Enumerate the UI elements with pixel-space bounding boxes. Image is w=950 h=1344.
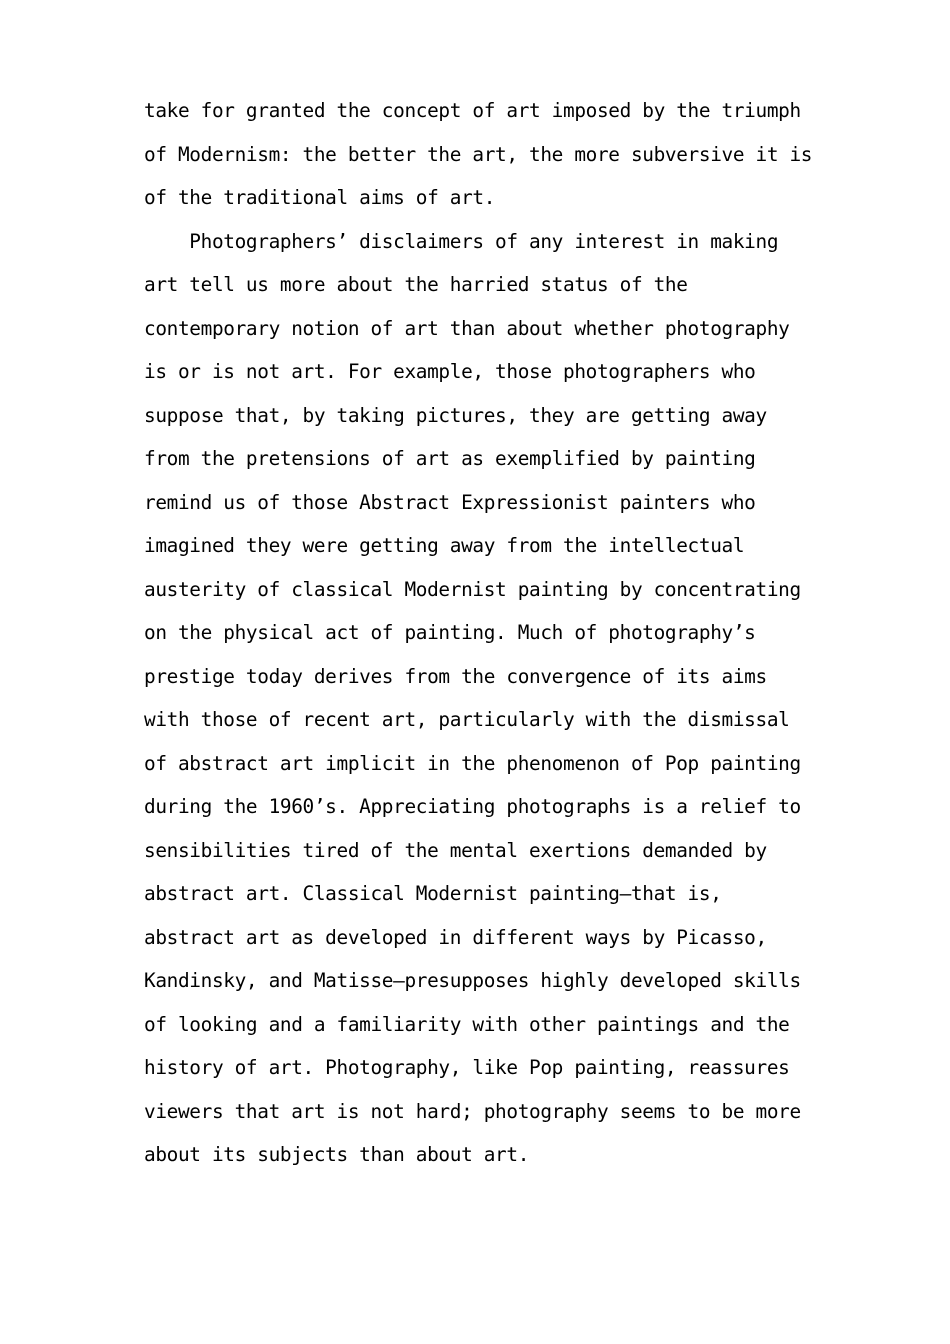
text-line: of the traditional aims of art. [144,186,496,209]
text-line: of looking and a familiarity with other paintings and the [144,1012,790,1036]
text-line: sensibilities tired of the mental exertions demanded by [144,838,767,862]
paragraph-first-line: Photographers’ disclaimers of any interest in making [144,229,779,253]
text-line: from the pretensions of art as exemplified by painting [144,447,756,470]
text-line: abstract art. Classical Modernist painting—that is, [144,882,722,905]
text-line: with those of recent art, particularly with the dismissal [144,708,790,731]
text-line: abstract art as developed in different ways by Picasso, [144,925,767,949]
text-line: of abstract art implicit in the phenomenon of Pop painting [144,751,801,775]
text-line: of Modernism: the better the art, the more subversive it is [144,142,813,166]
text-line: viewers that art is not hard; photography seems to be more [144,1099,801,1123]
text-line: imagined they were getting away from the intellectual [144,534,745,557]
text-line: suppose that, by taking pictures, they are getting away [144,403,767,427]
text-line: prestige today derives from the convergence of its aims [144,664,767,688]
text-line: is or is not art. For example, those photographers who [144,360,756,383]
text-line: contemporary notion of art than about whether photography [144,316,790,340]
text-line: take for granted the concept of art imposed by the triumph [144,99,801,122]
body-text [144,89,834,1177]
text-line: austerity of classical Modernist painting by concentrating [144,577,801,601]
text-line: history of art. Photography, like Pop painting, reassures [144,1056,790,1079]
text-line: remind us of those Abstract Expressionist painters who [144,490,756,514]
text-line: about its subjects than about art. [144,1143,530,1166]
text-line: during the 1960’s. Appreciating photographs is a relief to [144,795,801,818]
text-line: art tell us more about the harried status of the [144,273,688,296]
text-line: on the physical act of painting. Much of photography’s [144,621,756,644]
text-line: Kandinsky, and Matisse—presupposes highly developed skills [144,969,801,992]
